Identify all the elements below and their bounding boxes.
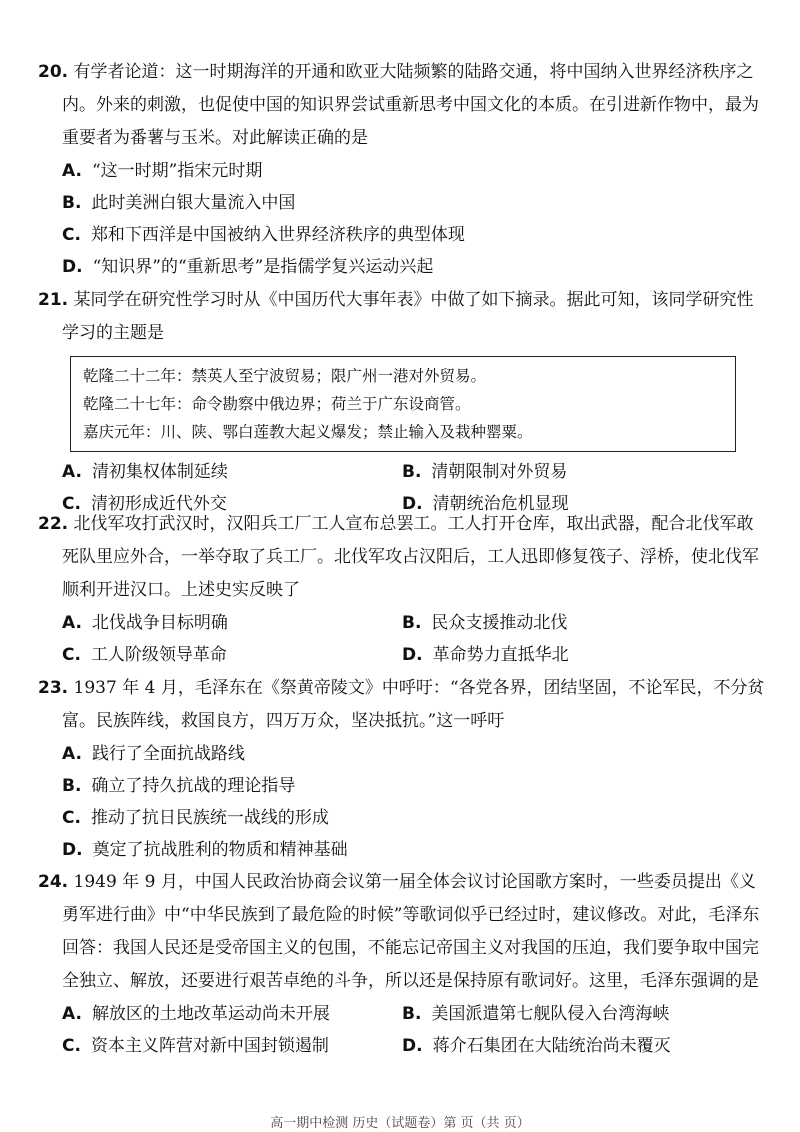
option-letter: C. <box>62 225 81 245</box>
option-text: 确立了持久抗战的理论指导 <box>91 776 296 796</box>
option-letter: A. <box>62 1004 82 1024</box>
option-c[interactable] <box>38 802 768 834</box>
option-b[interactable] <box>38 770 768 802</box>
option-letter: B. <box>62 193 82 213</box>
option-text: 北伐战争目标明确 <box>91 613 228 633</box>
option-letter: C. <box>62 494 81 514</box>
option-a[interactable] <box>62 998 402 1030</box>
option-text: 推动了抗日民族统一战线的形成 <box>90 808 329 828</box>
option-letter: A. <box>62 744 82 764</box>
option-a[interactable] <box>62 456 402 488</box>
option-text: 清初集权体制延续 <box>91 462 228 482</box>
excerpt-line: 乾隆二十二年：禁英人至宁波贸易；限广州一港对外贸易。 <box>83 367 487 385</box>
question-23 <box>38 672 768 866</box>
excerpt-line: 嘉庆元年：川、陕、鄂白莲教大起义爆发；禁止输入及栽种罂粟。 <box>83 423 533 441</box>
option-a[interactable] <box>62 607 402 639</box>
option-text: 民众支援推动北伐 <box>431 613 568 633</box>
question-stem <box>38 672 768 738</box>
option-row <box>38 1030 768 1062</box>
option-row <box>38 639 768 671</box>
option-letter: D. <box>402 494 423 514</box>
option-b[interactable] <box>402 998 742 1030</box>
option-letter: A. <box>62 462 82 482</box>
question-stem <box>38 284 768 350</box>
option-d[interactable] <box>402 639 742 671</box>
option-d[interactable] <box>38 834 768 866</box>
question-text: 北伐军攻打武汉时，汉阳兵工厂工人宣布总罢工。工人打开仓库，取出武器，配合北伐军敢死队里应外合，一举夺取了兵工厂。北伐军攻占汉阳后，工人迅即修复筏子、浮桥，使北伐军顺利开进汉口。上述史实反映了 <box>62 514 759 600</box>
option-text: 此时美洲白银大量流入中国 <box>91 193 296 213</box>
question-text: 1937 年 4 月，毛泽东在《祭黄帝陵文》中呼吁：“各党各界，团结坚固，不论军民，不分贫富。民族阵线，救国良方，四万万众，坚决抵抗。”这一呼吁 <box>62 678 765 731</box>
question-22 <box>38 508 768 671</box>
option-c[interactable] <box>62 639 402 671</box>
option-text: 清朝统治危机显现 <box>432 494 569 514</box>
option-letter: A. <box>62 161 82 181</box>
option-letter: A. <box>62 613 82 633</box>
question-21 <box>38 284 768 520</box>
option-c[interactable] <box>38 219 768 251</box>
option-text: 工人阶级领导革命 <box>90 645 227 665</box>
question-number: 22. <box>38 514 69 534</box>
question-text: 某同学在研究性学习时从《中国历代大事年表》中做了如下摘录。据此可知，该同学研究性学习的主题是 <box>62 290 754 343</box>
option-text: 革命势力直抵华北 <box>432 645 569 665</box>
option-b[interactable] <box>402 456 742 488</box>
option-letter: C. <box>62 645 81 665</box>
option-text: “这一时期”指宋元时期 <box>91 161 263 181</box>
question-text: 有学者论道：这一时期海洋的开通和欧亚大陆频繁的陆路交通，将中国纳入世界经济秩序之内。外来的刺激，也促使中国的知识界尝试重新思考中国文化的本质。在引进新作物中，最为重要者为番薯与玉米。对此解读正确的是 <box>62 62 759 148</box>
option-letter: B. <box>62 776 82 796</box>
option-c[interactable] <box>62 1030 402 1062</box>
question-20 <box>38 56 768 283</box>
option-letter: B. <box>402 613 422 633</box>
page-footer: 高一期中检测 历史（试题卷）第 页（共 页） <box>270 1116 530 1131</box>
option-text: 资本主义阵营对新中国封锁遏制 <box>90 1036 329 1056</box>
option-text: 清朝限制对外贸易 <box>431 462 568 482</box>
excerpt-line: 乾隆二十七年：命令勘察中俄边界；荷兰于广东设商管。 <box>83 395 471 413</box>
option-letter: D. <box>62 257 83 277</box>
question-text: 1949 年 9 月，中国人民政治协商会议第一届全体会议讨论国歌方案时，一些委员提出《义勇军进行曲》中“中华民族到了最危险的时候”等歌词似乎已经过时，建议修改。对此，毛泽东回答：我国人民还是受帝国主义的包围，不能忘记帝国主义对我国的压迫，我们要争取中国完全独立、解放，还要进行艰苦卓绝的斗争，所以还是保持原有歌词好。这里，毛泽东强调的是 <box>62 872 760 991</box>
option-text: 践行了全面抗战路线 <box>91 744 245 764</box>
question-stem <box>38 866 768 998</box>
excerpt-box <box>70 356 736 452</box>
option-text: 奠定了抗战胜利的物质和精神基础 <box>92 840 348 860</box>
option-text: 清初形成近代外交 <box>90 494 227 514</box>
option-row <box>38 998 768 1030</box>
option-letter: C. <box>62 808 81 828</box>
option-b[interactable] <box>38 187 768 219</box>
option-letter: D. <box>62 840 83 860</box>
option-text: “知识界”的“重新思考”是指儒学复兴运动兴起 <box>92 257 434 277</box>
question-number: 23. <box>38 678 69 698</box>
option-text: 蒋介石集团在大陆统治尚未覆灭 <box>432 1036 671 1056</box>
option-a[interactable] <box>38 155 768 187</box>
question-stem <box>38 56 768 155</box>
option-letter: B. <box>402 462 422 482</box>
option-letter: D. <box>402 1036 423 1056</box>
option-text: 美国派遣第七舰队侵入台湾海峡 <box>431 1004 670 1024</box>
option-d[interactable] <box>38 251 768 283</box>
option-row <box>38 607 768 639</box>
option-row <box>38 456 768 488</box>
option-letter: C. <box>62 1036 81 1056</box>
question-stem <box>38 508 768 607</box>
option-letter: D. <box>402 645 423 665</box>
option-text: 郑和下西洋是中国被纳入世界经济秩序的典型体现 <box>90 225 465 245</box>
question-number: 20. <box>38 62 69 82</box>
option-d[interactable] <box>402 1030 742 1062</box>
question-number: 21. <box>38 290 69 310</box>
option-a[interactable] <box>38 738 768 770</box>
option-b[interactable] <box>402 607 742 639</box>
option-text: 解放区的土地改革运动尚未开展 <box>91 1004 330 1024</box>
option-letter: B. <box>402 1004 422 1024</box>
question-number: 24. <box>38 872 69 892</box>
question-24 <box>38 866 768 1062</box>
